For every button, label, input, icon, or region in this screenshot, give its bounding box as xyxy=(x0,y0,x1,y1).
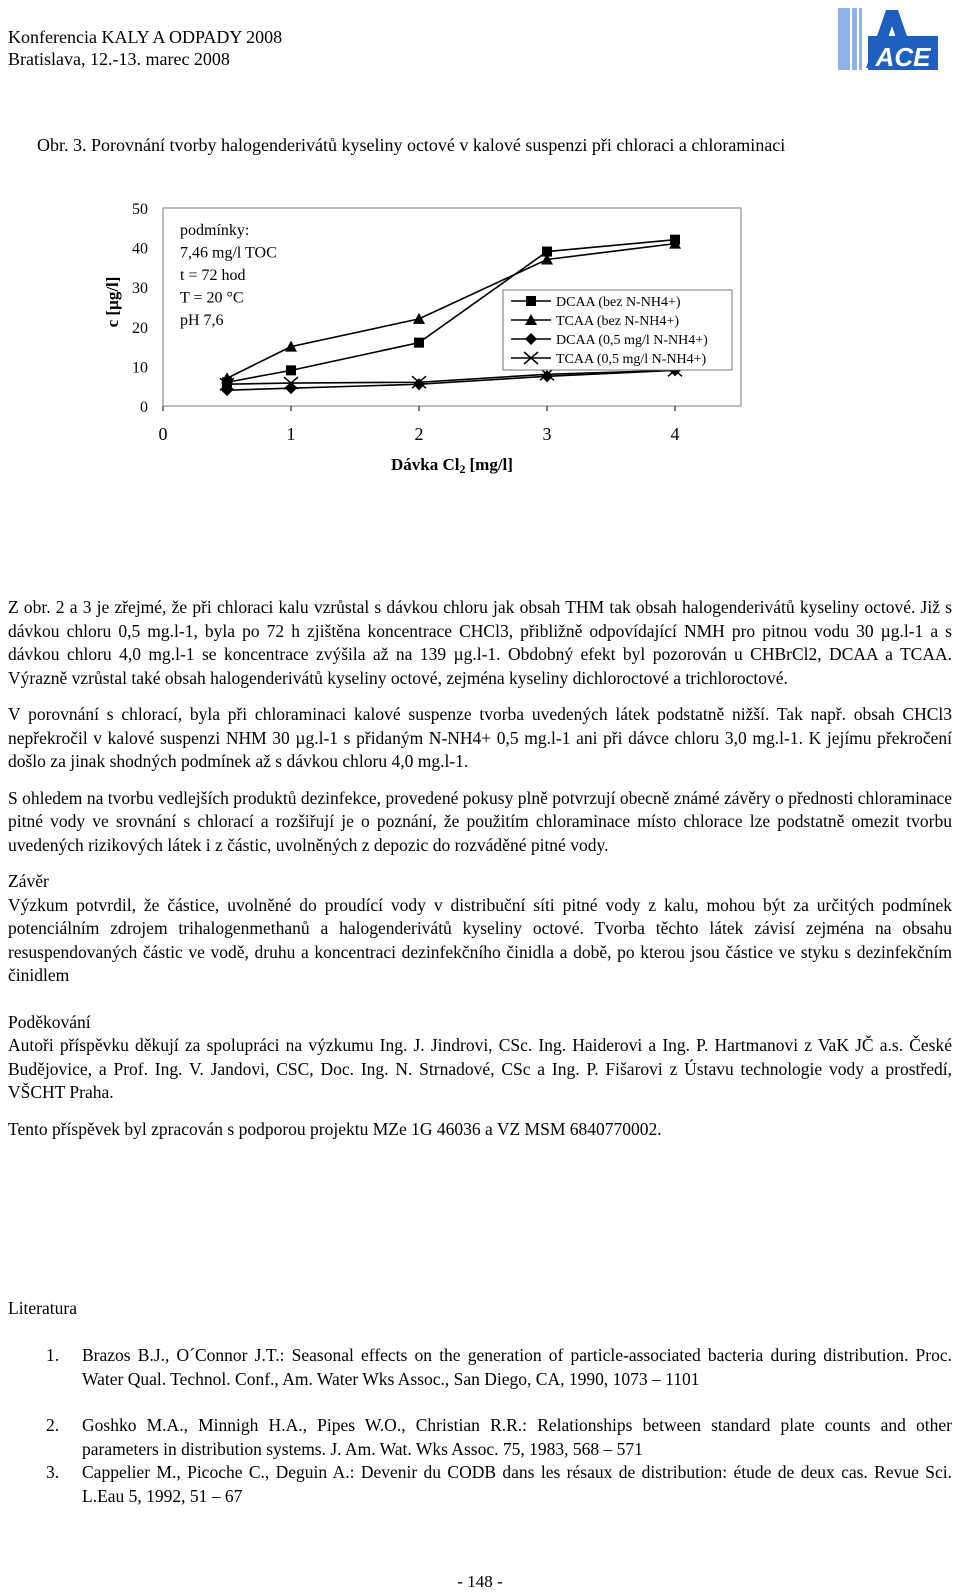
conference-date: Bratislava, 12.-13. marec 2008 xyxy=(8,49,230,69)
reference-text: Goshko M.A., Minnigh H.A., Pipes W.O., Christian R.R.: Relationships between standard plate counts and other parameters in distribution systems. J. Am. Wat. Wks Assoc. 75, 1983, 568 – 571 xyxy=(82,1415,952,1459)
legend-label: TCAA (bez N-NH4+) xyxy=(556,314,679,329)
x-axis-label xyxy=(391,455,513,476)
y-tick-label: 0 xyxy=(140,399,148,416)
reference-number: 2. xyxy=(46,1415,60,1435)
y-tick-label: 10 xyxy=(132,359,148,377)
x-axis-label-sub: 2 xyxy=(459,462,466,476)
logo-text: ACE xyxy=(875,42,931,72)
x-axis-ticks xyxy=(159,406,680,444)
y-tick-label: 50 xyxy=(132,201,148,218)
support-text: Tento příspěvek byl zpracován s podporou projektu MZe 1G 46036 a VZ MSM 6840770002. xyxy=(8,1118,662,1139)
chart-legend xyxy=(503,290,732,370)
paragraph-2: V porovnání s chlorací, byla při chloraminaci kalové suspenze tvorba uvedených látek podstatně nižší. Tak např. obsah CHCl3 nepřekročil v kalové suspenzi NHM 30 µg.l-1 s přidaným N-NH4+ 0,5 mg.l-1 ani při dávce chloru 3,0 mg.l-1. K jejímu překročení došlo za jinak shodných podmínek až s dávkou chloru 4,0 mg.l-1. xyxy=(8,704,952,771)
chart xyxy=(0,190,960,490)
conference-title: Konferencia KALY A ODPADY 2008 xyxy=(8,27,283,47)
y-axis-ticks xyxy=(132,201,148,416)
figure-caption: Obr. 3. Porovnání tvorby halogenderivátů kyseliny octové v kalové suspenzi při chloraci a chloraminaci xyxy=(37,135,786,155)
x-tick-label: 4 xyxy=(670,424,680,444)
data-point-diamond xyxy=(541,370,553,382)
acknowledgement-heading: Poděkování xyxy=(8,1011,91,1032)
x-axis-label-main: Dávka Cl xyxy=(391,455,460,474)
conclusion-text: Výzkum potvrdil, že částice, uvolněné do proudící vody v distribuční síti pitné vody z kalu, mohou být za určitých podmínek potenciálním zdrojem trihalogenmethanů a halogenderivátů kyseliny octové. Tvorba těchto látek závisí zejména na obsahu resuspendovaných částic ve vodě, druhu a koncentraci dezinfekčního činidla a době, po kterou jsou částice ve styku s dezinfekčním činidlem xyxy=(8,894,952,985)
data-point-square xyxy=(526,296,536,306)
y-tick-label: 40 xyxy=(132,240,148,258)
condition-line: t = 72 hod xyxy=(180,267,246,284)
reference-number: 1. xyxy=(46,1345,60,1365)
y-tick-label: 20 xyxy=(132,319,148,337)
x-tick-label: 0 xyxy=(158,424,168,444)
reference-number: 3. xyxy=(46,1462,60,1482)
x-axis-label-unit: [mg/l] xyxy=(469,455,513,474)
page-number: - 148 - xyxy=(457,1572,503,1591)
chart-conditions xyxy=(180,222,277,329)
data-point-square xyxy=(286,365,296,375)
condition-line: 7,46 mg/l TOC xyxy=(180,244,277,262)
legend-label: TCAA (0,5 mg/l N-NH4+) xyxy=(556,352,707,367)
conference-header xyxy=(8,26,282,70)
data-point-triangle xyxy=(413,313,425,324)
paragraph-3: S ohledem na tvorbu vedlejších produktů dezinfekce, provedené pokusy plně potvrzují obecně známé závěry o přednosti chloraminace pitné vody ve srovnání s chlorací a rozšiřují je o poznání, že použitím chloraminace místo chlorace lze podstatně omezit tvorbu uvedených rizikových látek i z částic, uvolněných z depozic do rozváděné pitné vody. xyxy=(8,787,952,855)
y-tick-label: 30 xyxy=(132,280,148,298)
reference-text: Cappelier M., Picoche C., Deguin A.: Devenir du CODB dans les résaux de distribution: étude de deux cas. Revue Sci. L.Eau 5, 1992, 51 – 67 xyxy=(82,1462,952,1506)
condition-line: pH 7,6 xyxy=(180,312,224,329)
body-text xyxy=(8,596,952,1154)
paragraph-1: Z obr. 2 a 3 je zřejmé, že při chloraci kalu vzrůstal s dávkou chloru jak obsah THM tak obsah halogenderivátů kyseliny octové. Již s dávkou chloru 0,5 mg.l-1, byla po 72 h zjištěna koncentrace CHCl3, přibližně odpovídající NMH pro pitnou vodu 30 µg.l-1 a s dávkou chloru 4,0 mg.l-1 se koncentrace zvýšila až na 139 µg.l-1. Obdobný efekt byl pozorován u CHBrCl2, DCAA a TCAA. Výrazně vzrůstal také obsah halogenderivátů kyseliny octové, zejména kyseliny dichloroctové a trichloroctové. xyxy=(8,597,952,688)
y-axis-label: c [µg/l] xyxy=(103,276,122,328)
reference-text: Brazos B.J., O´Connor J.T.: Seasonal effects on the generation of particle-associated bacteria during distribution. Proc. Water Qual. Technol. Conf., Am. Water Wks Assoc., San Diego, CA, 1990, 1073 – 1101 xyxy=(82,1345,952,1389)
conclusion-heading: Závěr xyxy=(8,871,49,891)
x-tick-label: 2 xyxy=(414,424,424,444)
ace-logo xyxy=(838,6,944,72)
legend-label: DCAA (0,5 mg/l N-NH4+) xyxy=(556,333,708,348)
acknowledgement-text: Autoři příspěvku děkují za spolupráci na výzkumu Ing. J. Jindrovi, CSc. Ing. Haiderovi a Ing. P. Hartmanovi z VaK JČ a.s. České Budějovice, a Prof. Ing. V. Jandovi, CSC, Doc. Ing. N. Strnadové, CSc a Ing. P. Fišarovi z Ústavu technologie vody a prostředí, VŠCHT Praha. xyxy=(8,1035,952,1102)
x-tick-label: 3 xyxy=(542,424,552,444)
legend-label: DCAA (bez N-NH4+) xyxy=(556,295,681,310)
literature-heading: Literatura xyxy=(8,1298,77,1318)
data-point-square xyxy=(414,338,424,348)
condition-line: podmínky: xyxy=(180,222,250,239)
data-point-diamond xyxy=(413,378,425,390)
condition-line: T = 20 °C xyxy=(180,289,244,307)
x-tick-label: 1 xyxy=(286,424,296,444)
